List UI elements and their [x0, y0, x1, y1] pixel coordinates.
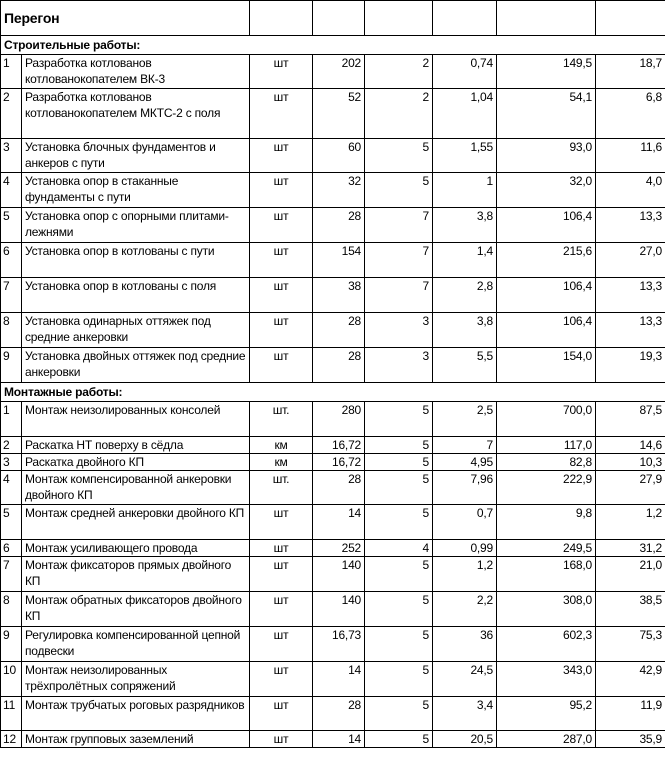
quantity: 154 [313, 243, 365, 278]
value-col-2: 3,4 [433, 697, 497, 731]
value-col-3: 82,8 [497, 454, 596, 471]
value-col-2: 2,8 [433, 278, 497, 313]
unit: шт [250, 173, 313, 208]
unit: шт [250, 55, 313, 89]
table-row [1, 540, 665, 557]
value-col-2: 0,7 [433, 505, 497, 540]
value-col-4: 31,2 [596, 540, 665, 557]
work-name: Регулировка компенсированной цепной подвески [22, 627, 250, 662]
value-col-1: 5 [365, 697, 433, 731]
quantity: 28 [313, 471, 365, 505]
quantity: 28 [313, 208, 365, 243]
value-col-2: 5,5 [433, 348, 497, 383]
value-col-3: 95,2 [497, 697, 596, 731]
quantity: 32 [313, 173, 365, 208]
value-col-1: 5 [365, 471, 433, 505]
work-name: Установка опор в котлованы с пути [22, 243, 250, 278]
value-col-4: 6,8 [596, 89, 665, 139]
empty-cell [433, 1, 497, 36]
row-number: 3 [1, 454, 22, 471]
table-row [1, 313, 665, 348]
value-col-4: 10,3 [596, 454, 665, 471]
unit: км [250, 454, 313, 471]
quantity: 280 [313, 402, 365, 437]
unit: шт [250, 592, 313, 627]
value-col-1: 5 [365, 139, 433, 173]
unit: шт [250, 505, 313, 540]
work-name: Монтаж трубчатых роговых разрядников [22, 697, 250, 731]
row-number: 6 [1, 540, 22, 557]
section-header-row [1, 36, 665, 55]
value-col-2: 0,99 [433, 540, 497, 557]
quantity: 28 [313, 313, 365, 348]
value-col-4: 1,2 [596, 505, 665, 540]
quantity: 38 [313, 278, 365, 313]
title-row [1, 1, 665, 36]
value-col-1: 5 [365, 731, 433, 748]
quantity: 14 [313, 662, 365, 697]
work-name: Установка опор с опорными плитами-лежнями [22, 208, 250, 243]
value-col-3: 32,0 [497, 173, 596, 208]
quantity: 52 [313, 89, 365, 139]
row-number: 9 [1, 627, 22, 662]
empty-cell [497, 1, 596, 36]
value-col-3: 106,4 [497, 278, 596, 313]
table-row [1, 139, 665, 173]
value-col-3: 117,0 [497, 437, 596, 454]
table-row [1, 505, 665, 540]
section-title: Строительные работы: [1, 36, 665, 55]
value-col-3: 9,8 [497, 505, 596, 540]
value-col-2: 24,5 [433, 662, 497, 697]
value-col-4: 27,0 [596, 243, 665, 278]
value-col-1: 5 [365, 592, 433, 627]
value-col-2: 0,74 [433, 55, 497, 89]
unit: шт [250, 139, 313, 173]
table-row [1, 627, 665, 662]
table-row [1, 402, 665, 437]
row-number: 4 [1, 173, 22, 208]
quantity: 16,72 [313, 437, 365, 454]
value-col-2: 1,4 [433, 243, 497, 278]
value-col-1: 2 [365, 89, 433, 139]
value-col-4: 35,9 [596, 731, 665, 748]
work-name: Установка одинарных оттяжек под средние анкеровки [22, 313, 250, 348]
quantity: 28 [313, 348, 365, 383]
section-header-row [1, 383, 665, 402]
value-col-4: 11,6 [596, 139, 665, 173]
quantity: 252 [313, 540, 365, 557]
row-number: 7 [1, 278, 22, 313]
value-col-2: 4,95 [433, 454, 497, 471]
quantity: 16,72 [313, 454, 365, 471]
unit: шт [250, 662, 313, 697]
value-col-4: 4,0 [596, 173, 665, 208]
unit: шт [250, 540, 313, 557]
value-col-1: 4 [365, 540, 433, 557]
quantity: 202 [313, 55, 365, 89]
value-col-1: 3 [365, 313, 433, 348]
row-number: 1 [1, 55, 22, 89]
unit: шт [250, 243, 313, 278]
work-name: Монтаж средней анкеровки двойного КП [22, 505, 250, 540]
unit: шт [250, 278, 313, 313]
unit: шт [250, 627, 313, 662]
value-col-2: 36 [433, 627, 497, 662]
value-col-4: 18,7 [596, 55, 665, 89]
work-name: Установка двойных оттяжек под средние анкеровки [22, 348, 250, 383]
row-number: 1 [1, 402, 22, 437]
row-number: 12 [1, 731, 22, 748]
value-col-1: 7 [365, 243, 433, 278]
value-col-1: 5 [365, 627, 433, 662]
quantity: 28 [313, 697, 365, 731]
value-col-1: 5 [365, 402, 433, 437]
unit: шт [250, 557, 313, 592]
value-col-2: 1,04 [433, 89, 497, 139]
empty-cell [250, 1, 313, 36]
work-name: Разработка котлованов котлованокопателем ВК-3 [22, 55, 250, 89]
quantity: 140 [313, 592, 365, 627]
value-col-1: 5 [365, 662, 433, 697]
value-col-4: 13,3 [596, 313, 665, 348]
table-row [1, 731, 665, 748]
value-col-1: 7 [365, 278, 433, 313]
value-col-4: 13,3 [596, 278, 665, 313]
work-name: Установка блочных фундаментов и анкеров с пути [22, 139, 250, 173]
value-col-3: 54,1 [497, 89, 596, 139]
value-col-4: 21,0 [596, 557, 665, 592]
value-col-2: 2,2 [433, 592, 497, 627]
value-col-1: 5 [365, 454, 433, 471]
value-col-2: 3,8 [433, 208, 497, 243]
row-number: 4 [1, 471, 22, 505]
row-number: 8 [1, 313, 22, 348]
value-col-2: 1 [433, 173, 497, 208]
empty-cell [313, 1, 365, 36]
work-name: Раскатка двойного КП [22, 454, 250, 471]
value-col-4: 42,9 [596, 662, 665, 697]
empty-cell [365, 1, 433, 36]
value-col-4: 14,6 [596, 437, 665, 454]
table-row [1, 437, 665, 454]
value-col-4: 38,5 [596, 592, 665, 627]
table-row [1, 697, 665, 731]
value-col-1: 5 [365, 437, 433, 454]
empty-cell [596, 1, 665, 36]
row-number: 2 [1, 437, 22, 454]
table-row [1, 454, 665, 471]
table-row [1, 471, 665, 505]
quantity: 60 [313, 139, 365, 173]
value-col-3: 215,6 [497, 243, 596, 278]
work-name: Установка опор в стаканные фундаменты с пути [22, 173, 250, 208]
value-col-4: 11,9 [596, 697, 665, 731]
table-row [1, 348, 665, 383]
work-name: Монтаж неизолированных трёхпролётных сопряжений [22, 662, 250, 697]
row-number: 2 [1, 89, 22, 139]
value-col-2: 7,96 [433, 471, 497, 505]
row-number: 6 [1, 243, 22, 278]
work-name: Монтаж обратных фиксаторов двойного КП [22, 592, 250, 627]
quantity: 14 [313, 731, 365, 748]
row-number: 7 [1, 557, 22, 592]
value-col-1: 2 [365, 55, 433, 89]
value-col-3: 222,9 [497, 471, 596, 505]
table-row [1, 592, 665, 627]
table-row [1, 55, 665, 89]
value-col-4: 87,5 [596, 402, 665, 437]
work-name: Раскатка НТ поверху в сёдла [22, 437, 250, 454]
row-number: 5 [1, 505, 22, 540]
table-row [1, 173, 665, 208]
quantity: 16,73 [313, 627, 365, 662]
value-col-3: 106,4 [497, 208, 596, 243]
unit: шт [250, 697, 313, 731]
value-col-3: 106,4 [497, 313, 596, 348]
value-col-1: 7 [365, 208, 433, 243]
value-col-4: 75,3 [596, 627, 665, 662]
row-number: 10 [1, 662, 22, 697]
value-col-2: 3,8 [433, 313, 497, 348]
row-number: 9 [1, 348, 22, 383]
table-row [1, 208, 665, 243]
unit: шт [250, 348, 313, 383]
value-col-4: 27,9 [596, 471, 665, 505]
work-name: Разработка котлованов котлованокопателем МКТС-2 с поля [22, 89, 250, 139]
row-number: 5 [1, 208, 22, 243]
value-col-3: 602,3 [497, 627, 596, 662]
table-row [1, 243, 665, 278]
unit: шт. [250, 402, 313, 437]
row-number: 8 [1, 592, 22, 627]
work-name: Монтаж компенсированной анкеровки двойного КП [22, 471, 250, 505]
table-row [1, 557, 665, 592]
value-col-2: 20,5 [433, 731, 497, 748]
unit: шт [250, 731, 313, 748]
work-name: Установка опор в котлованы с поля [22, 278, 250, 313]
value-col-3: 168,0 [497, 557, 596, 592]
value-col-1: 5 [365, 557, 433, 592]
value-col-1: 5 [365, 505, 433, 540]
quantity: 14 [313, 505, 365, 540]
work-name: Монтаж групповых заземлений [22, 731, 250, 748]
value-col-2: 7 [433, 437, 497, 454]
value-col-2: 2,5 [433, 402, 497, 437]
value-col-4: 13,3 [596, 208, 665, 243]
row-number: 11 [1, 697, 22, 731]
value-col-3: 93,0 [497, 139, 596, 173]
unit: шт [250, 89, 313, 139]
unit: шт [250, 313, 313, 348]
value-col-3: 343,0 [497, 662, 596, 697]
table-body [1, 1, 665, 748]
table-row [1, 278, 665, 313]
table-title: Перегон [1, 1, 250, 36]
table-row [1, 662, 665, 697]
value-col-3: 149,5 [497, 55, 596, 89]
value-col-3: 287,0 [497, 731, 596, 748]
work-name: Монтаж фиксаторов прямых двойного КП [22, 557, 250, 592]
value-col-2: 1,2 [433, 557, 497, 592]
value-col-1: 5 [365, 173, 433, 208]
row-number: 3 [1, 139, 22, 173]
value-col-4: 19,3 [596, 348, 665, 383]
unit: шт [250, 208, 313, 243]
value-col-3: 700,0 [497, 402, 596, 437]
work-name: Монтаж неизолированных консолей [22, 402, 250, 437]
unit: шт. [250, 471, 313, 505]
table-row [1, 89, 665, 139]
quantity: 140 [313, 557, 365, 592]
value-col-1: 3 [365, 348, 433, 383]
work-name: Монтаж усиливающего провода [22, 540, 250, 557]
value-col-3: 308,0 [497, 592, 596, 627]
value-col-2: 1,55 [433, 139, 497, 173]
value-col-3: 249,5 [497, 540, 596, 557]
value-col-3: 154,0 [497, 348, 596, 383]
section-title: Монтажные работы: [1, 383, 665, 402]
unit: км [250, 437, 313, 454]
